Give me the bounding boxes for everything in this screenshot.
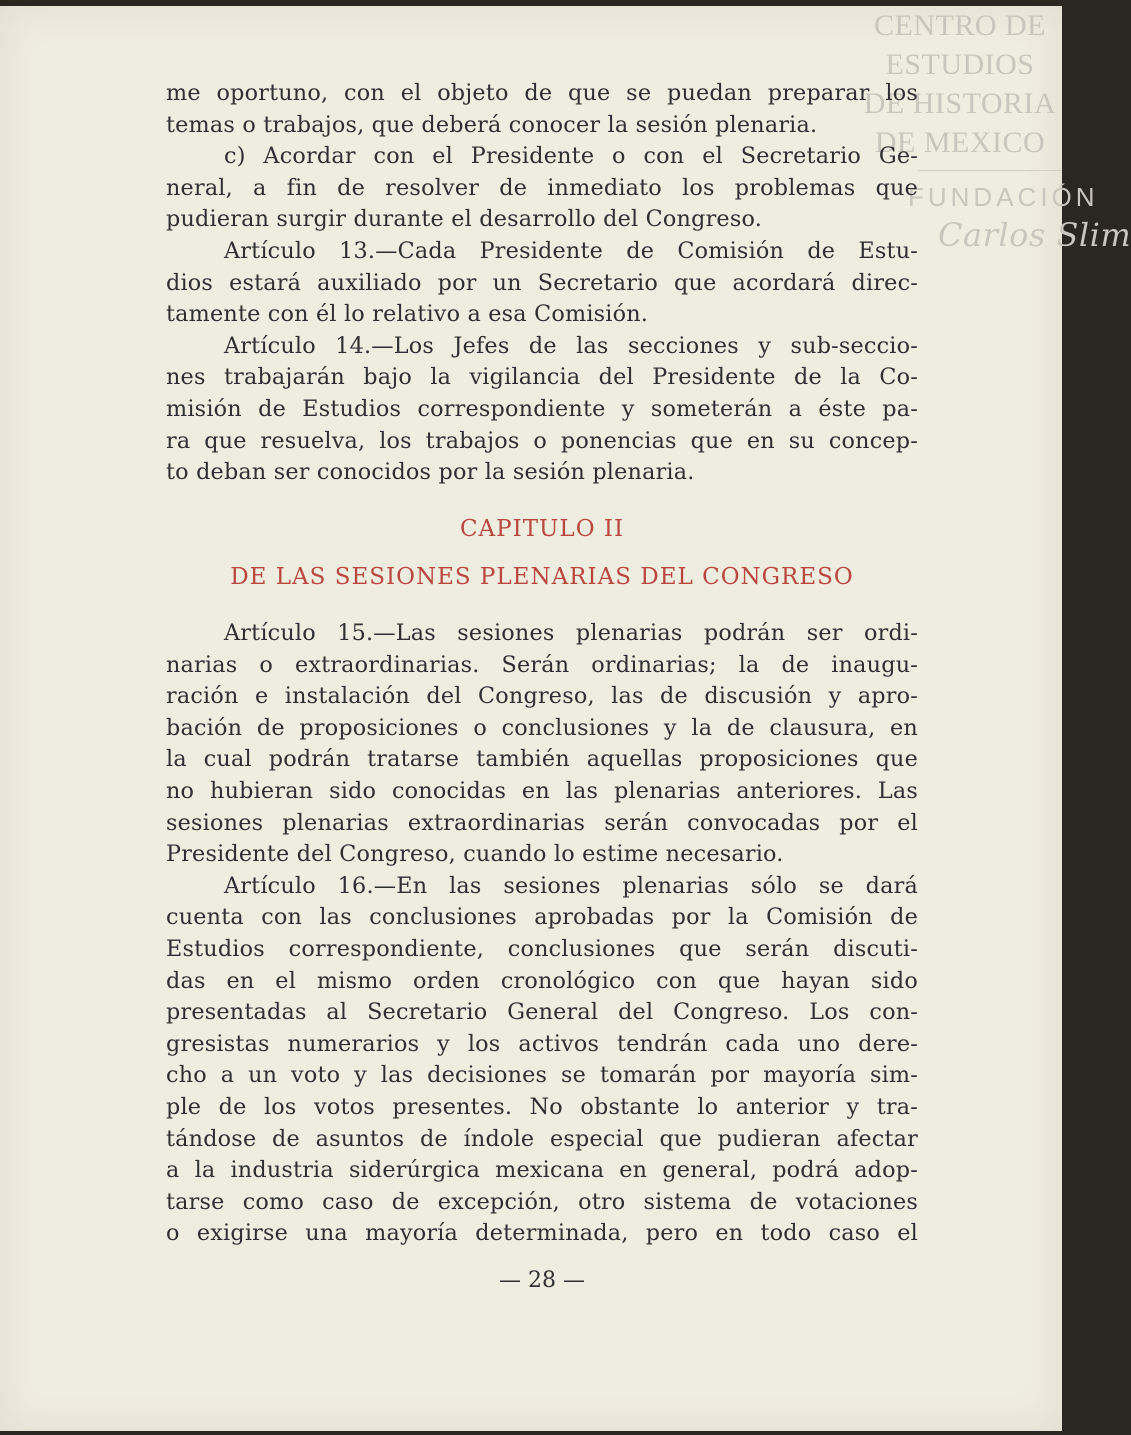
watermark-line: DE MEXICO: [874, 126, 1046, 159]
text-line: la cual podrán tratarse también aquellas proposiciones que: [166, 746, 918, 773]
text-line: o exigirse una mayoría determinada, pero en todo caso el: [166, 1220, 918, 1247]
watermark-signature: Carlos Slim: [938, 216, 1131, 254]
text-line: Artículo 13.—Cada Presidente de Comisión de Estu-: [224, 237, 918, 264]
text-line: cuenta con las conclusiones aprobadas por la Comisión de: [166, 904, 918, 931]
text-line: pudieran surgir durante el desarrollo del Congreso.: [166, 206, 762, 233]
watermark-line: CENTRO DE: [874, 9, 1046, 42]
text-line: nes trabajarán bajo la vigilancia del Presidente de la Co-: [166, 364, 918, 391]
text-line: gresistas numerarios y los activos tendrán cada uno dere-: [166, 1030, 918, 1057]
text-line: tamente con él lo relativo a esa Comisión.: [166, 301, 649, 328]
text-line: presentadas al Secretario General del Congreso. Los con-: [166, 999, 918, 1026]
text-line: Artículo 14.—Los Jefes de las secciones y sub-seccio-: [224, 332, 918, 359]
watermark-rule: [918, 170, 1062, 171]
text-line: Artículo 15.—Las sesiones plenarias podrán ser ordi-: [224, 620, 918, 646]
text-line: to deban ser conocidos por la sesión plenaria.: [166, 459, 695, 486]
text-line: temas o trabajos, que deberá conocer la sesión plenaria.: [166, 111, 818, 138]
text-line: das en el mismo orden cronológico con que hayan sido: [166, 967, 918, 994]
chapter-title: CAPITULO II: [459, 516, 625, 542]
text-line: Artículo 16.—En las sesiones plenarias sólo se dará: [224, 872, 918, 899]
text-line: me oportuno, con el objeto de que se puedan preparar los: [166, 80, 918, 106]
text-line: neral, a fin de resolver de inmediato los problemas que: [166, 174, 918, 201]
text-line: tarse como caso de excepción, otro sistema de votaciones: [166, 1188, 918, 1215]
watermark-line: ESTUDIOS: [885, 48, 1035, 81]
text-line: bación de proposiciones o conclusiones y la de clausura, en: [166, 714, 918, 741]
text-line: tándose de asuntos de índole especial que pudieran afectar: [166, 1125, 918, 1152]
text-line: no hubieran sido conocidas en las plenarias anteriores. Las: [166, 777, 918, 804]
text-line: a la industria siderúrgica mexicana en general, podrá adop-: [166, 1157, 918, 1184]
chapter-subtitle: DE LAS SESIONES PLENARIAS DEL CONGRESO: [230, 564, 854, 590]
text-line: dios estará auxiliado por un Secretario que acordará direc-: [166, 269, 918, 296]
text-line: Presidente del Congreso, cuando lo estime necesario.: [166, 841, 784, 868]
text-line: ración e instalación del Congreso, las de discusión y apro-: [166, 683, 918, 710]
text-block-1: [166, 78, 918, 489]
text-line: narias o extraordinarias. Serán ordinarias; la de inaugu-: [166, 651, 918, 678]
text-line: ple de los votos presentes. No obstante lo anterior y tra-: [166, 1093, 918, 1120]
text-line: ra que resuelva, los trabajos o ponencias que en su concep-: [166, 427, 918, 454]
page-number: — 28 —: [499, 1268, 585, 1293]
text-line: Estudios correspondiente, conclusiones que serán discuti-: [166, 935, 918, 962]
watermark-fundacion: FUNDACIÓN: [908, 182, 1099, 212]
watermark-line: DE HISTORIA: [863, 87, 1057, 120]
text-line: c) Acordar con el Presidente o con el Secretario Ge-: [224, 143, 918, 170]
text-block-2: [166, 618, 918, 1250]
text-line: cho a un voto y las decisiones se tomarán por mayoría sim-: [166, 1062, 918, 1089]
text-line: misión de Estudios correspondiente y someterán a éste pa-: [166, 395, 918, 422]
text-line: sesiones plenarias extraordinarias serán convocadas por el: [166, 809, 918, 836]
document-page: [0, 6, 1131, 1431]
